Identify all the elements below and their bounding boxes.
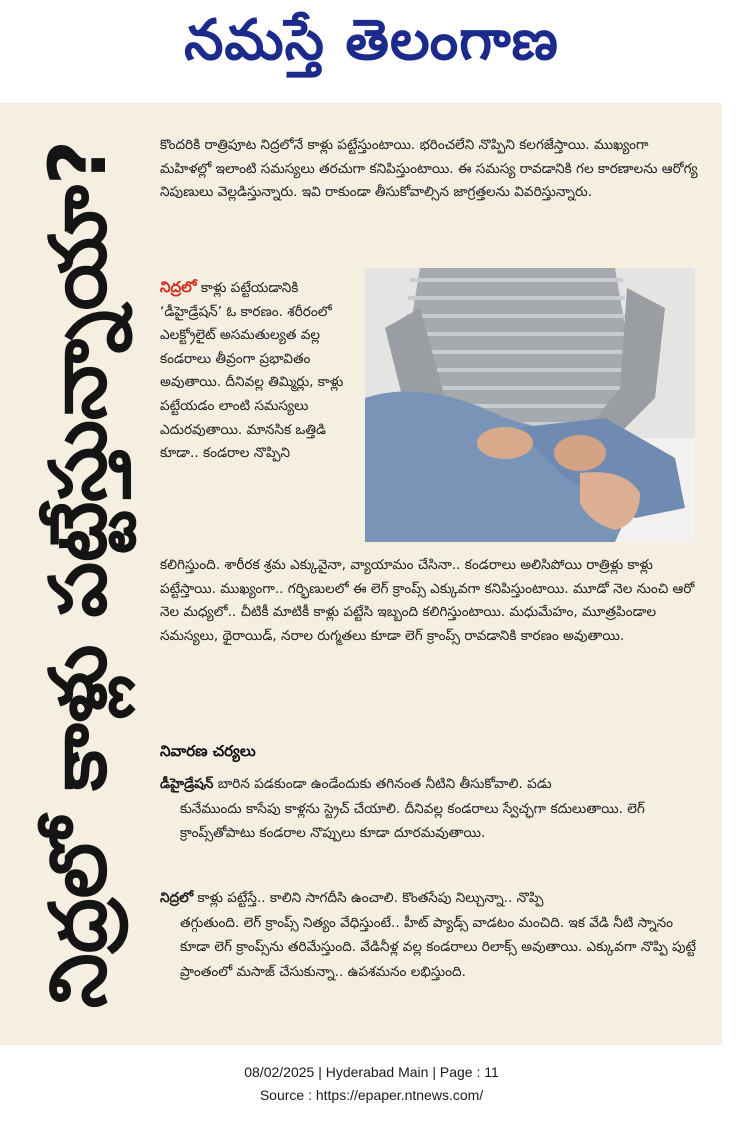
remedy-rest: కునేముందు కాసేపు కాళ్లను స్ట్రెచ్ చేయాలి. దీనివల్ల కండరాలు స్వేచ్ఛగా కదులుతాయి. లెగ్ క్రాంప్స్‌తోపాటు కండరాల నొప్పులు కూడా దూరమవుతాయి.	[180, 800, 645, 842]
remedy-rest: తగ్గుతుంది. లెగ్ క్రాంప్స్ నిత్యం వేధిస్తుంటే.. హీట్ ప్యాడ్స్ వాడటం మంచిది. ఇక వేడి నీటి స్నానం కూడా లెగ్ క్రాంప్స్‌ను తరిమేస్తుంది. వేడినీళ్ల వల్ల కండరాలు రిలాక్స్ అవుతాయి. ఎక్కువగా నొప్పి పుట్టే ప్రాంతంలో మసాజ్ చేసుకున్నా.. ఉపశమనం లభిస్తుంది.	[180, 914, 697, 980]
pregnant-woman-holding-leg-image	[365, 268, 695, 542]
footer-source-link[interactable]: Source : https://epaper.ntnews.com/	[259, 1087, 484, 1103]
article-intro: కొందరికి రాత్రిపూట నిద్రలోనే కాళ్లు పట్టేస్తుంటాయి. భరించలేని నొప్పిని కలగజేస్తాయి. ముఖ్యంగా మహిళల్లో ఇలాంటి సమస్యలు తరచుగా కనిపిస్తుంటాయి. ఈ సమస్య రావడానికి గల కారణాలను ఆరోగ్య నిపుణులు వెల్లడిస్తున్నారు. ఇవి రాకుండా తీసుకోవాల్సిన జాగ్రత్తలను వివరిస్తున్నారు.	[160, 137, 698, 201]
article-body-text: కలిగిస్తుంది. శారీరక శ్రమ ఎక్కువైనా, వ్యాయామం చేసినా.. కండరాలు అలిసిపోయి రాత్రిళ్లు కాళ్లు పట్టేస్తాయి. ముఖ్యంగా.. గర్భిణులలో ఈ లెగ్ క్రాంప్స్ ఎక్కువగా కనిపిస్తుంటాయి. మూడో నెల నుంచి ఆరో నెల మధ్యలో.. చీటికీ మాటికీ కాళ్లు పట్టేసి ఇబ్బంది కలిగిస్తుంటాయి. మధుమేహం, మూత్రపిండాల సమస్యలు, థైరాయిడ్, నరాల రుగ్మతలు కూడా లెగ్ క్రాంప్స్ రావడానికి కారణం అవుతాయి.	[160, 557, 695, 644]
remedy-lead: డీహైడ్రేషన్	[160, 776, 214, 792]
article-photo	[365, 268, 695, 542]
masthead	[0, 0, 743, 100]
footer-edition-info: 08/02/2025 | Hyderabad Main | Page : 11	[244, 1064, 499, 1080]
headline-container	[14, 112, 144, 1037]
newspaper-logo: నమస్తే తెలంగాణ	[184, 8, 559, 73]
remedies-heading: నివారణ చర్యలు	[160, 742, 256, 760]
remedy-first-line: బారిన పడకుండా ఉండేందుకు తగినంత నీటిని తీసుకోవాలి. పడు	[213, 776, 552, 792]
remedy-item	[160, 886, 700, 984]
remedy-lead: నిద్రలో	[160, 890, 194, 906]
dropword: నిద్రలో	[160, 278, 197, 296]
column-text: కాళ్లు పట్టేయడానికి ‘డీహైడ్రేషన్’ ఓ కారణం. శరీరంలో ఎలక్ట్రోలైట్ అసమతుల్యత వల్ల కండరాలు తీవ్రంగా ప్రభావితం అవుతాయి. దీనివల్ల తిమ్మిర్లు, కాళ్లు పట్టేయడం లాంటి సమస్యలు ఎదురవుతాయి. మానసిక ఒత్తిడి కూడా.. కండరాల నొప్పిని	[160, 280, 344, 462]
remedy-first-line: కాళ్లు పట్టేస్తే.. కాలిని సాగదీసి ఉంచాలి. కొంతసేపు నిల్చున్నా.. నొప్పి	[193, 890, 544, 906]
article-column-text	[160, 276, 360, 466]
article-headline: నిద్రలో కాళ్లు పట్టేస్తున్నాయా?	[34, 139, 124, 1009]
remedy-item	[160, 772, 700, 846]
